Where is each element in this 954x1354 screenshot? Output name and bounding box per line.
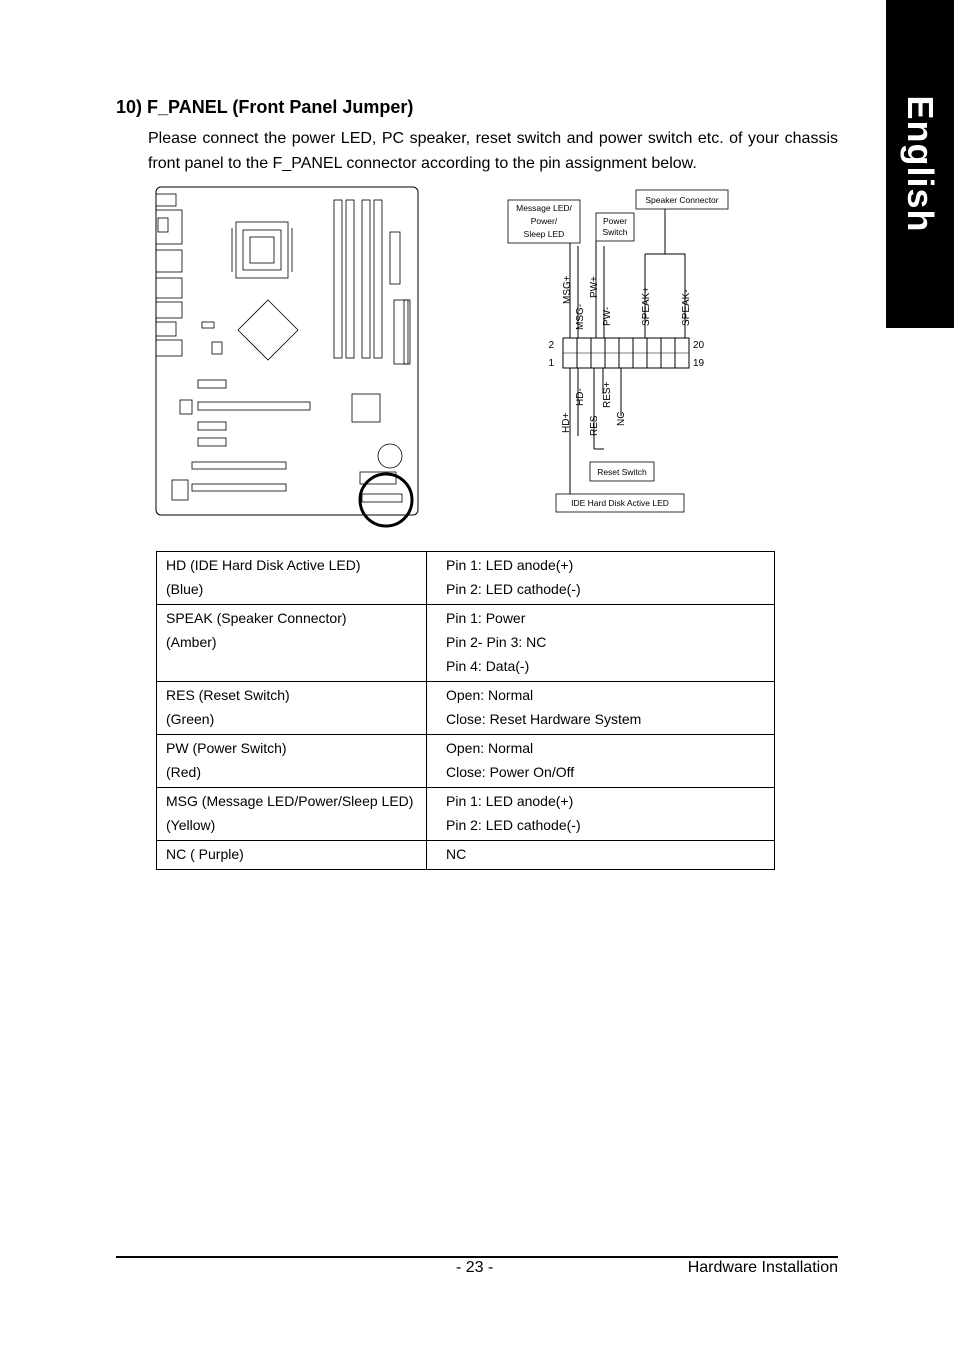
power-connectors bbox=[390, 232, 410, 364]
pin-num-1: 1 bbox=[548, 358, 554, 369]
pin-desc-cell bbox=[427, 788, 775, 841]
pin-desc-line: Pin 2- Pin 3: NC bbox=[446, 634, 547, 650]
pin-name-cell bbox=[157, 735, 427, 788]
pin-desc-cell bbox=[427, 735, 775, 788]
pin-desc-cell bbox=[427, 682, 775, 735]
pin-num-19: 19 bbox=[693, 358, 705, 369]
pin-desc-line: Pin 2: LED cathode(-) bbox=[446, 817, 581, 833]
pin-label-msg-plus: MSG+ bbox=[562, 275, 573, 304]
pin-label-speak-minus: SPEAK- bbox=[681, 289, 692, 326]
chipset bbox=[238, 300, 298, 360]
pin-desc-line: Pin 4: Data(-) bbox=[446, 658, 530, 674]
f-panel-pin-diagram bbox=[506, 186, 746, 516]
pin-desc-line: Pin 2: LED cathode(-) bbox=[446, 581, 581, 597]
pin-name-cell bbox=[157, 605, 427, 682]
power-switch-box-label-1: Power bbox=[602, 216, 628, 226]
msg-led-box-label-1: Message LED/ bbox=[516, 203, 572, 213]
pin-name-cell bbox=[157, 841, 427, 870]
table-row bbox=[157, 552, 775, 605]
msg-led-box-label-2: Power/ bbox=[530, 216, 558, 226]
pin-label-msg-minus: MSG- bbox=[575, 303, 586, 330]
pin-color-line: (Green) bbox=[166, 711, 215, 727]
language-tab-label: English bbox=[900, 95, 941, 233]
pin-desc-line: Pin 1: Power bbox=[446, 610, 526, 626]
motherboard-outline bbox=[156, 187, 418, 515]
memory-slots bbox=[334, 200, 382, 358]
pin-desc-line: Close: Reset Hardware System bbox=[446, 711, 642, 727]
pin-name-cell bbox=[157, 682, 427, 735]
pin-label-speak-plus: SPEAK+ bbox=[641, 286, 652, 326]
pin-label-pw-minus: PW- bbox=[602, 306, 613, 326]
table-row bbox=[157, 682, 775, 735]
speaker-connector-box-label: Speaker Connector bbox=[645, 195, 719, 205]
pin-name-line: RES (Reset Switch) bbox=[166, 687, 290, 703]
pin-desc-line: NC bbox=[446, 846, 467, 862]
intro-paragraph: Please connect the power LED, PC speaker, reset switch and power switch etc. of your chassis front panel to the F_PANEL connector according to the pin assignment below. bbox=[148, 130, 838, 172]
msg-led-box-label-3: Sleep LED bbox=[523, 229, 565, 239]
pin-name-line: NC ( Purple) bbox=[166, 846, 244, 862]
motherboard-diagram bbox=[146, 182, 426, 532]
pin-color-line: (Yellow) bbox=[166, 817, 216, 833]
pin-label-res-minus: RES- bbox=[589, 412, 600, 436]
table-row bbox=[157, 735, 775, 788]
pin-desc-line: Pin 1: LED anode(+) bbox=[446, 793, 574, 809]
board-components bbox=[172, 322, 402, 502]
pin-assignment-table bbox=[156, 551, 775, 870]
pin-color-line: (Amber) bbox=[166, 634, 217, 650]
pin-label-hd-plus: HD+ bbox=[561, 412, 572, 433]
pin-desc-line: Open: Normal bbox=[446, 740, 534, 756]
pin-desc-line: Open: Normal bbox=[446, 687, 534, 703]
cpu-socket bbox=[232, 222, 292, 278]
page-number: - 23 - bbox=[456, 1259, 494, 1276]
table-row bbox=[157, 841, 775, 870]
footer-rule bbox=[116, 1256, 838, 1258]
pin-label-nc: NC bbox=[616, 411, 627, 426]
pin-color-line: (Red) bbox=[166, 764, 202, 780]
pin-desc-line: Pin 1: LED anode(+) bbox=[446, 557, 574, 573]
expansion-slots bbox=[192, 380, 310, 491]
io-panel bbox=[156, 194, 182, 356]
ide-led-box-label: IDE Hard Disk Active LED bbox=[571, 498, 669, 508]
pin-label-res-plus: RES+ bbox=[602, 381, 613, 408]
pin-color-line: (Blue) bbox=[166, 581, 204, 597]
section-heading: 10) F_PANEL (Front Panel Jumper) bbox=[116, 97, 414, 117]
pin-desc-cell bbox=[427, 605, 775, 682]
pin-desc-cell bbox=[427, 841, 775, 870]
pin-desc-line: Close: Power On/Off bbox=[446, 764, 575, 780]
pin-num-20: 20 bbox=[693, 340, 705, 351]
pin-name-cell bbox=[157, 788, 427, 841]
f-panel-location-marker bbox=[360, 474, 412, 526]
table-row bbox=[157, 605, 775, 682]
pin-desc-cell bbox=[427, 552, 775, 605]
language-tab bbox=[886, 0, 954, 328]
reset-switch-box-label: Reset Switch bbox=[597, 467, 647, 477]
pin-name-line: SPEAK (Speaker Connector) bbox=[166, 610, 347, 626]
table-row bbox=[157, 788, 775, 841]
pin-name-cell bbox=[157, 552, 427, 605]
pin-name-line: MSG (Message LED/Power/Sleep LED) bbox=[166, 793, 414, 809]
pin-name-line: HD (IDE Hard Disk Active LED) bbox=[166, 557, 361, 573]
footer-section-name: Hardware Installation bbox=[687, 1259, 838, 1276]
pin-label-hd-minus: HD- bbox=[575, 388, 586, 406]
pin-num-2: 2 bbox=[548, 340, 554, 351]
f-panel-header bbox=[563, 338, 689, 368]
pin-label-pw-plus: PW+ bbox=[589, 276, 600, 298]
power-switch-box-label-2: Switch bbox=[602, 227, 628, 237]
pin-name-line: PW (Power Switch) bbox=[166, 740, 287, 756]
